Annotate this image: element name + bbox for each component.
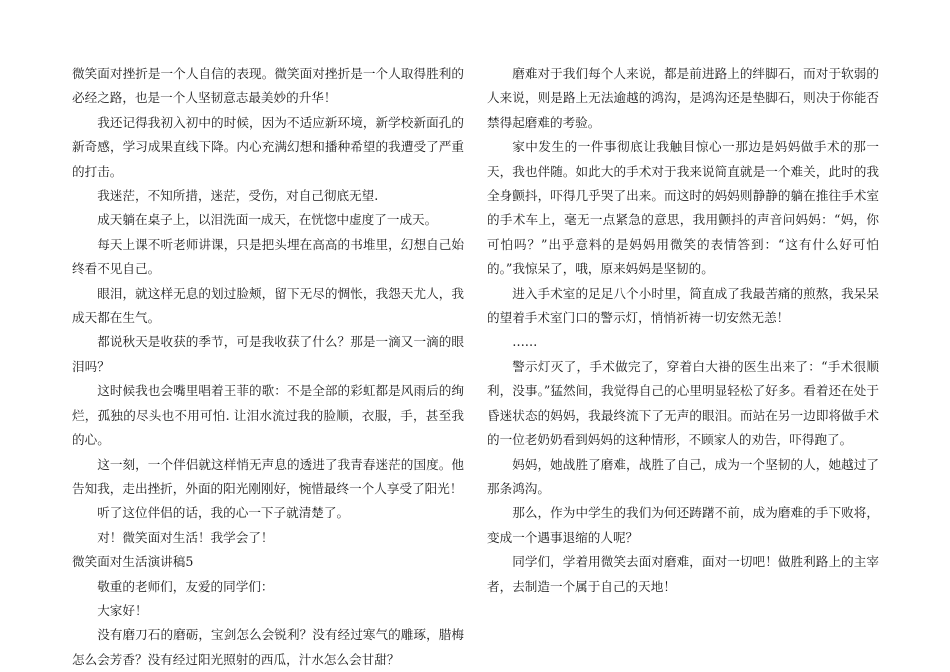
right-text-column xyxy=(487,62,879,599)
paragraph: 大家好！ xyxy=(97,602,148,618)
paragraph: 眼泪，就这样无息的划过脸颊，留下无尽的惆怅，我怨天尤人，我成天都在生气。 xyxy=(72,285,464,326)
paragraph: 对！微笑面对生活！我学会了！ xyxy=(97,529,274,545)
paragraph: 这一刻，一个伴侣就这样悄无声息的透进了我青春迷茫的国度。他告知我，走出挫折，外面的阳光刚刚好，惋惜最终一个人享受了阳光！ xyxy=(72,456,464,496)
paragraph: 微笑面对生活演讲稿5 xyxy=(72,554,194,570)
paragraph: 家中发生的一件事彻底让我触目惊心一那边是妈妈做手术的那一天，我也伴随。如此大的手术对于我来说简直就是一个难关，此时的我全身颤抖，吓得几乎哭了出来。而这时的妈妈则静静的躺在推往手术室的手术车上，毫无一点紧急的意思，我用颤抖的声音问妈妈：“妈，你可怕吗？”出乎意料的是妈妈用微笑的表情答到：“这有什么好可怕的。”我惊呆了，哦，原来妈妈是坚韧的。 xyxy=(487,139,879,277)
paragraph: 进入手术室的足足八个小时里，简直成了我最苦痛的煎熬，我呆呆的望着手术室门口的警示灯，悄悄祈祷一切安然无恙！ xyxy=(487,285,879,326)
paragraph: 同学们，学着用微笑去面对磨难，面对一切吧！做胜利路上的主宰者，去制造一个属于自己的天地！ xyxy=(487,554,879,594)
paragraph: 都说秋天是收获的季节，可是我收获了什么？那是一滴又一滴的眼泪吗？ xyxy=(72,334,464,374)
paragraph: 成天躺在桌子上，以泪洗面一成天，在恍惚中虚度了一成天。 xyxy=(97,212,438,228)
paragraph: 敬重的老师们，友爱的同学们： xyxy=(97,578,274,594)
paragraph: 每天上课不听老师讲课，只是把头埋在高高的书堆里，幻想自己始终看不见自己。 xyxy=(72,236,464,277)
paragraph: 听了这位伴侣的话，我的心一下子就清楚了。 xyxy=(97,505,350,521)
paragraph: 这时候我也会嘴里唱着王菲的歌：不是全部的彩虹都是风雨后的绚烂，孤独的尽头也不用可怕. 让泪水流过我的脸顺，衣服，手，甚至我的心。 xyxy=(72,383,464,448)
paragraph: …… xyxy=(512,334,538,350)
paragraph: 妈妈，她战胜了磨难，战胜了自己，成为一个坚韧的人，她越过了那条鸿沟。 xyxy=(487,456,879,496)
paragraph: 磨难对于我们每个人来说，都是前进路上的绊脚石，而对于软弱的人来说，则是路上无法逾越的鸿沟，是鸿沟还是垫脚石，则决于你能否禁得起磨难的考验。 xyxy=(487,66,879,130)
paragraph: 警示灯灭了，手术做完了，穿着白大褂的医生出来了：“手术很顺利，没事。”猛然间，我觉得自己的心里明显轻松了好多。看着还在处于昏迷状态的妈妈，我最终流下了无声的眼泪。而站在另一边即将做手术的一位老奶奶看到妈妈的这种情形，不顾家人的劝告，吓得跑了。 xyxy=(487,358,879,448)
paragraph: 没有磨刀石的磨砺，宝剑怎么会锐利？没有经过寒气的雕琢，腊梅怎么会芳香？没有经过阳光照射的西瓜，汁水怎么会甘甜？ xyxy=(72,627,464,667)
paragraph: 我迷茫，不知所措，迷茫，受伤，对自己彻底无望. xyxy=(97,188,379,204)
paragraph: 我还记得我初入初中的时候，因为不适应新环境，新学校新面孔的新奇感，学习成果直线下降。内心充满幻想和播种希望的我遭受了严重的打击。 xyxy=(72,114,464,179)
paragraph: 那么，作为中学生的我们为何还踌躇不前，成为磨难的手下败将，变成一个遇事退缩的人呢？ xyxy=(487,505,879,545)
left-text-column xyxy=(72,62,464,672)
paragraph: 微笑面对挫折是一个人自信的表现。微笑面对挫折是一个人取得胜利的必经之路，也是一个人坚韧意志最美妙的升华！ xyxy=(72,66,464,106)
